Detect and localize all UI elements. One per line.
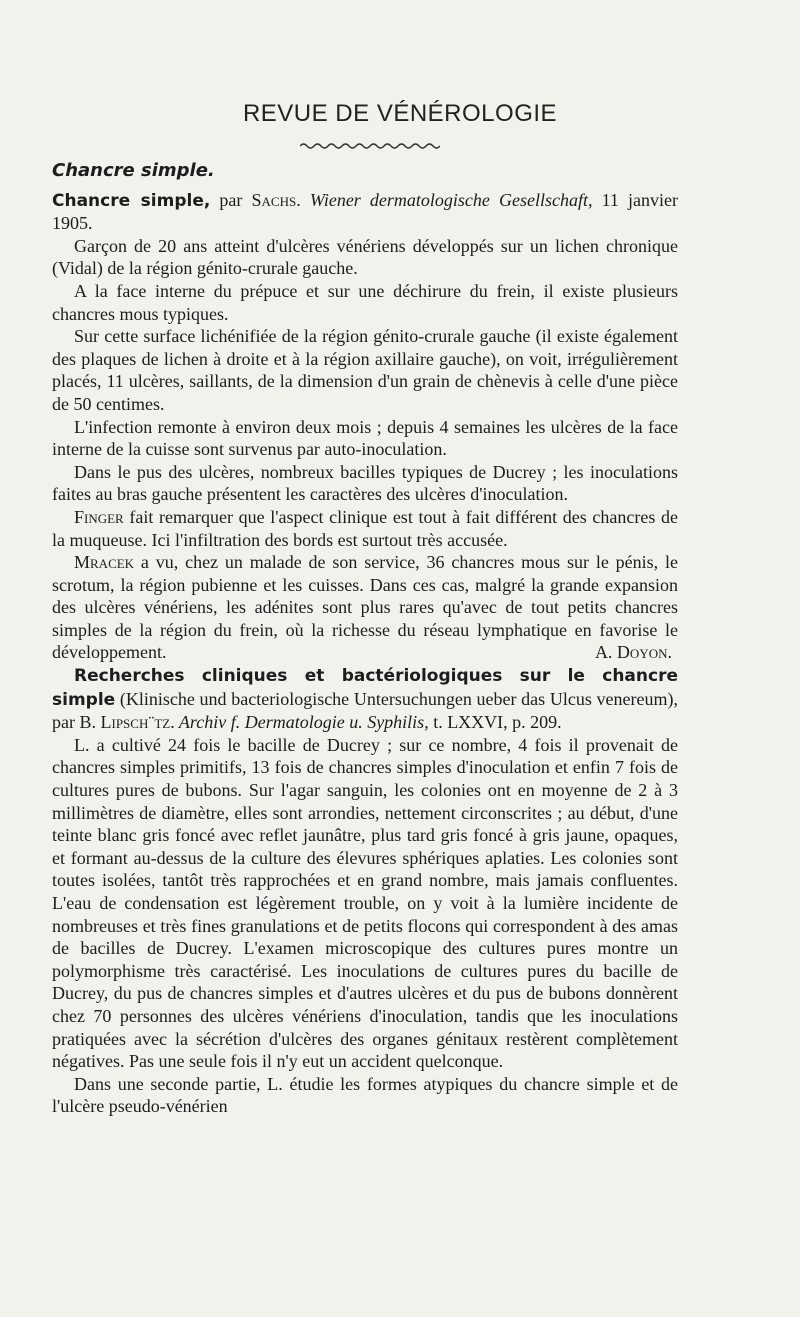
paragraph: Dans le pus des ulcères, nombreux bacilles typiques de Ducrey ; les inoculations faites au bras gauche présentent les caractères des ulcères d'inoculation. xyxy=(52,461,678,505)
source-ref: t. LXXVI, p. 209. xyxy=(428,712,562,733)
source-title: Wiener dermatologische Gesellschaft, xyxy=(309,189,593,210)
paragraph xyxy=(52,506,678,551)
article-title: Recherches cliniques et bactériologiques sur le chancre simple xyxy=(52,666,678,710)
article-heading: Chancre simple, par Sachs. Wiener dermatologische Gesellschaft, 11 janvier 1905. xyxy=(52,189,678,234)
source-date: 11 janvier 1905. xyxy=(52,189,678,234)
paragraph: Dans une seconde partie, L. étudie les formes atypiques du chancre simple et de l'ulcère pseudo-vénérien xyxy=(52,1073,678,1117)
source-title: Archiv f. Dermatologie u. Syphilis, xyxy=(174,712,429,733)
article-title: Chancre simple, xyxy=(52,190,211,211)
signature: A. Doyon. xyxy=(594,642,672,663)
paragraph: Sur cette surface lichénifiée de la région génito-crurale gauche (il existe également des plaques de lichen à droite et à la région axillaire gauche), on voit, irrégulièrement placés, 11 ulcères, saillants, de la dimension d'un grain de chènevis à celle d'une pièce de 50 centimes. xyxy=(52,326,678,414)
paragraph: Garçon de 20 ans atteint d'ulcères vénériens développés sur un lichen chronique (Vidal) de la région génito-crurale gauche. xyxy=(52,235,678,279)
wavy-rule-ornament xyxy=(300,140,440,150)
paragraph: L. a cultivé 24 fois le bacille de Ducrey ; sur ce nombre, 4 fois il provenait de chancres simples primitifs, 13 fois de chancres simples d'inoculation et enfin 7 fois de cultures pures de bubons. Sur l'agar sanguin, les colonies ont en moyenne de 2 à 3 millimètres de diamètre, elles sont arrondies, nettement circonscrites ; au début, d'une teinte blanc gris foncé avec reflet jaunâtre, plus tard gris foncé à gris jaune, opaques, et formant au-dessus de la culture des élevures sphériques aplaties. Les colonies sont toutes isolées, tantôt très rapprochées et en grand nombre, mais jamais confluentes. L'eau de condensation est légèrement trouble, on y voit à la lumière incidente de nombreuses et très fines granulations et de petits flocons qui correspondent à des amas de bacilles de Ducrey. L'examen microscopique des cultures pures montre un polymorphisme très caractérisé. Les inoculations de cultures pures du bacille de Ducrey, du pus de chancres simples et d'autres ulcères et du pus de bubons donnèrent chez 70 personnes des ulcères vénériens d'inoculation, tandis que les inoculations pratiquées avec la sécrétion d'ulcères des organes génitaux restèrent complètement négatives. Pas une seule fois il n'y eut un accident quelconque. xyxy=(52,734,678,1072)
article-subtitle: (Klinische und bacteriologische Untersuchungen ueber das Ulcus venereum), par xyxy=(52,688,678,733)
paragraph: L'infection remonte à environ deux mois ; depuis 4 semaines les ulcères de la face interne de la cuisse sont survenus par auto-inoculation. xyxy=(52,416,678,460)
paragraph xyxy=(52,551,678,664)
paragraph-text: fait remarquer que l'aspect clinique est tout à fait différent des chancres de la muqueuse. Ici l'infiltration des bords est surtout très accusée. xyxy=(52,506,678,550)
author-name: B. Lipsch¨tz. xyxy=(79,712,175,733)
section-heading: Chancre simple. xyxy=(52,160,215,181)
paragraph-text: a vu, chez un malade de son service, 36 chancres mous sur le pénis, le scrotum, la région pubienne et les cuisses. Dans ces cas, malgré la grande expansion des ulcères vénériens, les adénites sont plus rares qu'avec de tout petits chancres simples de la région du frein, où la richesse du réseau lymphatique en favorise le développement. xyxy=(52,552,678,663)
cited-name: Finger xyxy=(74,506,124,527)
cited-name: Mracek xyxy=(74,552,135,573)
by-text: par xyxy=(210,189,252,210)
article-body xyxy=(52,160,678,1118)
article-heading xyxy=(52,664,678,734)
page-title: REVUE DE VÉNÉROLOGIE xyxy=(242,100,558,127)
author-name: Sachs xyxy=(251,189,297,210)
paragraph: A la face interne du prépuce et sur une déchirure du frein, il existe plusieurs chancres mous typiques. xyxy=(52,280,678,324)
